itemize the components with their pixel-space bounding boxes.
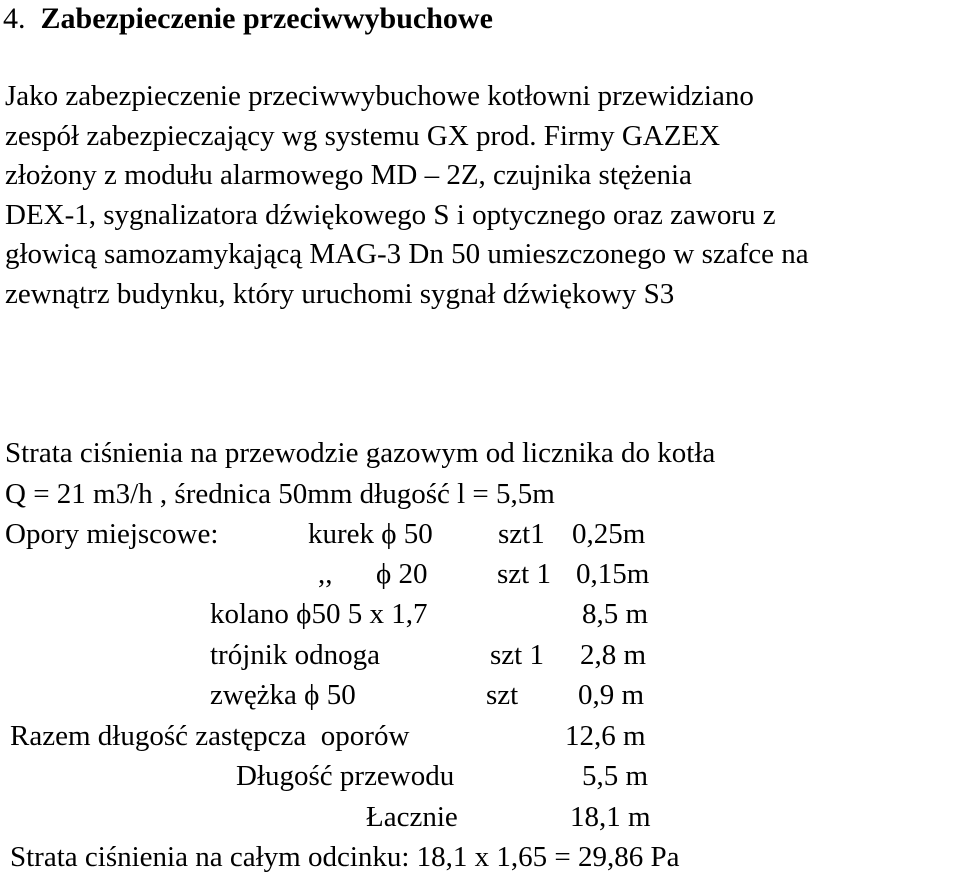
opory-row-value: 2,8 m: [580, 639, 647, 671]
calc-line-1: Strata ciśnienia na przewodzie gazowym od licznika do kotła: [5, 437, 716, 469]
razem-value: 12,6 m: [565, 720, 646, 752]
lacznie-label: Łacznie: [366, 801, 458, 833]
section-heading: [3, 2, 493, 36]
opory-label: Opory miejscowe:: [5, 518, 219, 550]
opory-row-value: 0,15m: [576, 558, 650, 590]
paragraph-line: Jako zabezpieczenie przeciwwybuchowe kotłowni przewidziano: [5, 80, 754, 112]
final-result: Strata ciśnienia na całym odcinku: 18,1 x 1,65 = 29,86 Pa: [10, 841, 680, 873]
opory-row-name: trójnik odnoga: [210, 639, 380, 671]
section-number: 4.: [3, 2, 26, 35]
opory-row-unit: szt 1: [497, 558, 551, 590]
opory-row-unit: szt 1: [490, 639, 544, 671]
paragraph-line: złożony z modułu alarmowego MD – 2Z, czujnika stężenia: [5, 159, 692, 192]
calc-line-2: Q = 21 m3/h , średnica 50mm długość l = 5,5m: [5, 478, 555, 510]
razem-label: Razem długość zastępcza oporów: [10, 720, 410, 752]
opory-row-value: 0,25m: [572, 518, 646, 550]
dlugosc-label: Długość przewodu: [236, 760, 455, 792]
section-title: Zabezpieczenie przeciwwybuchowe: [40, 2, 493, 35]
opory-row-name: kurek ϕ 50: [308, 518, 433, 550]
dlugosc-value: 5,5 m: [582, 760, 649, 792]
opory-row-name: ,, ϕ 20: [318, 558, 428, 590]
paragraph-line: DEX-1, sygnalizatora dźwiękowego S i optycznego oraz zaworu z: [5, 198, 776, 231]
opory-row-name: kolano ϕ50 5 x 1,7: [210, 598, 428, 630]
opory-row-unit: szt1: [498, 518, 545, 550]
paragraph-line: zewnątrz budynku, który uruchomi sygnał dźwiękowy S3: [5, 277, 675, 310]
description-paragraph: [5, 77, 960, 315]
paragraph-line: zespół zabezpieczający wg systemu GX prod. Firmy GAZEX: [5, 119, 721, 152]
opory-row-value: 0,9 m: [578, 679, 645, 711]
lacznie-value: 18,1 m: [570, 801, 651, 833]
paragraph-line: głowicą samozamykającą MAG-3 Dn 50 umieszczonego w szafce na: [5, 238, 809, 271]
opory-row-name: zwężka ϕ 50: [210, 679, 356, 711]
opory-row-value: 8,5 m: [582, 598, 649, 630]
opory-row-unit: szt: [486, 679, 519, 711]
